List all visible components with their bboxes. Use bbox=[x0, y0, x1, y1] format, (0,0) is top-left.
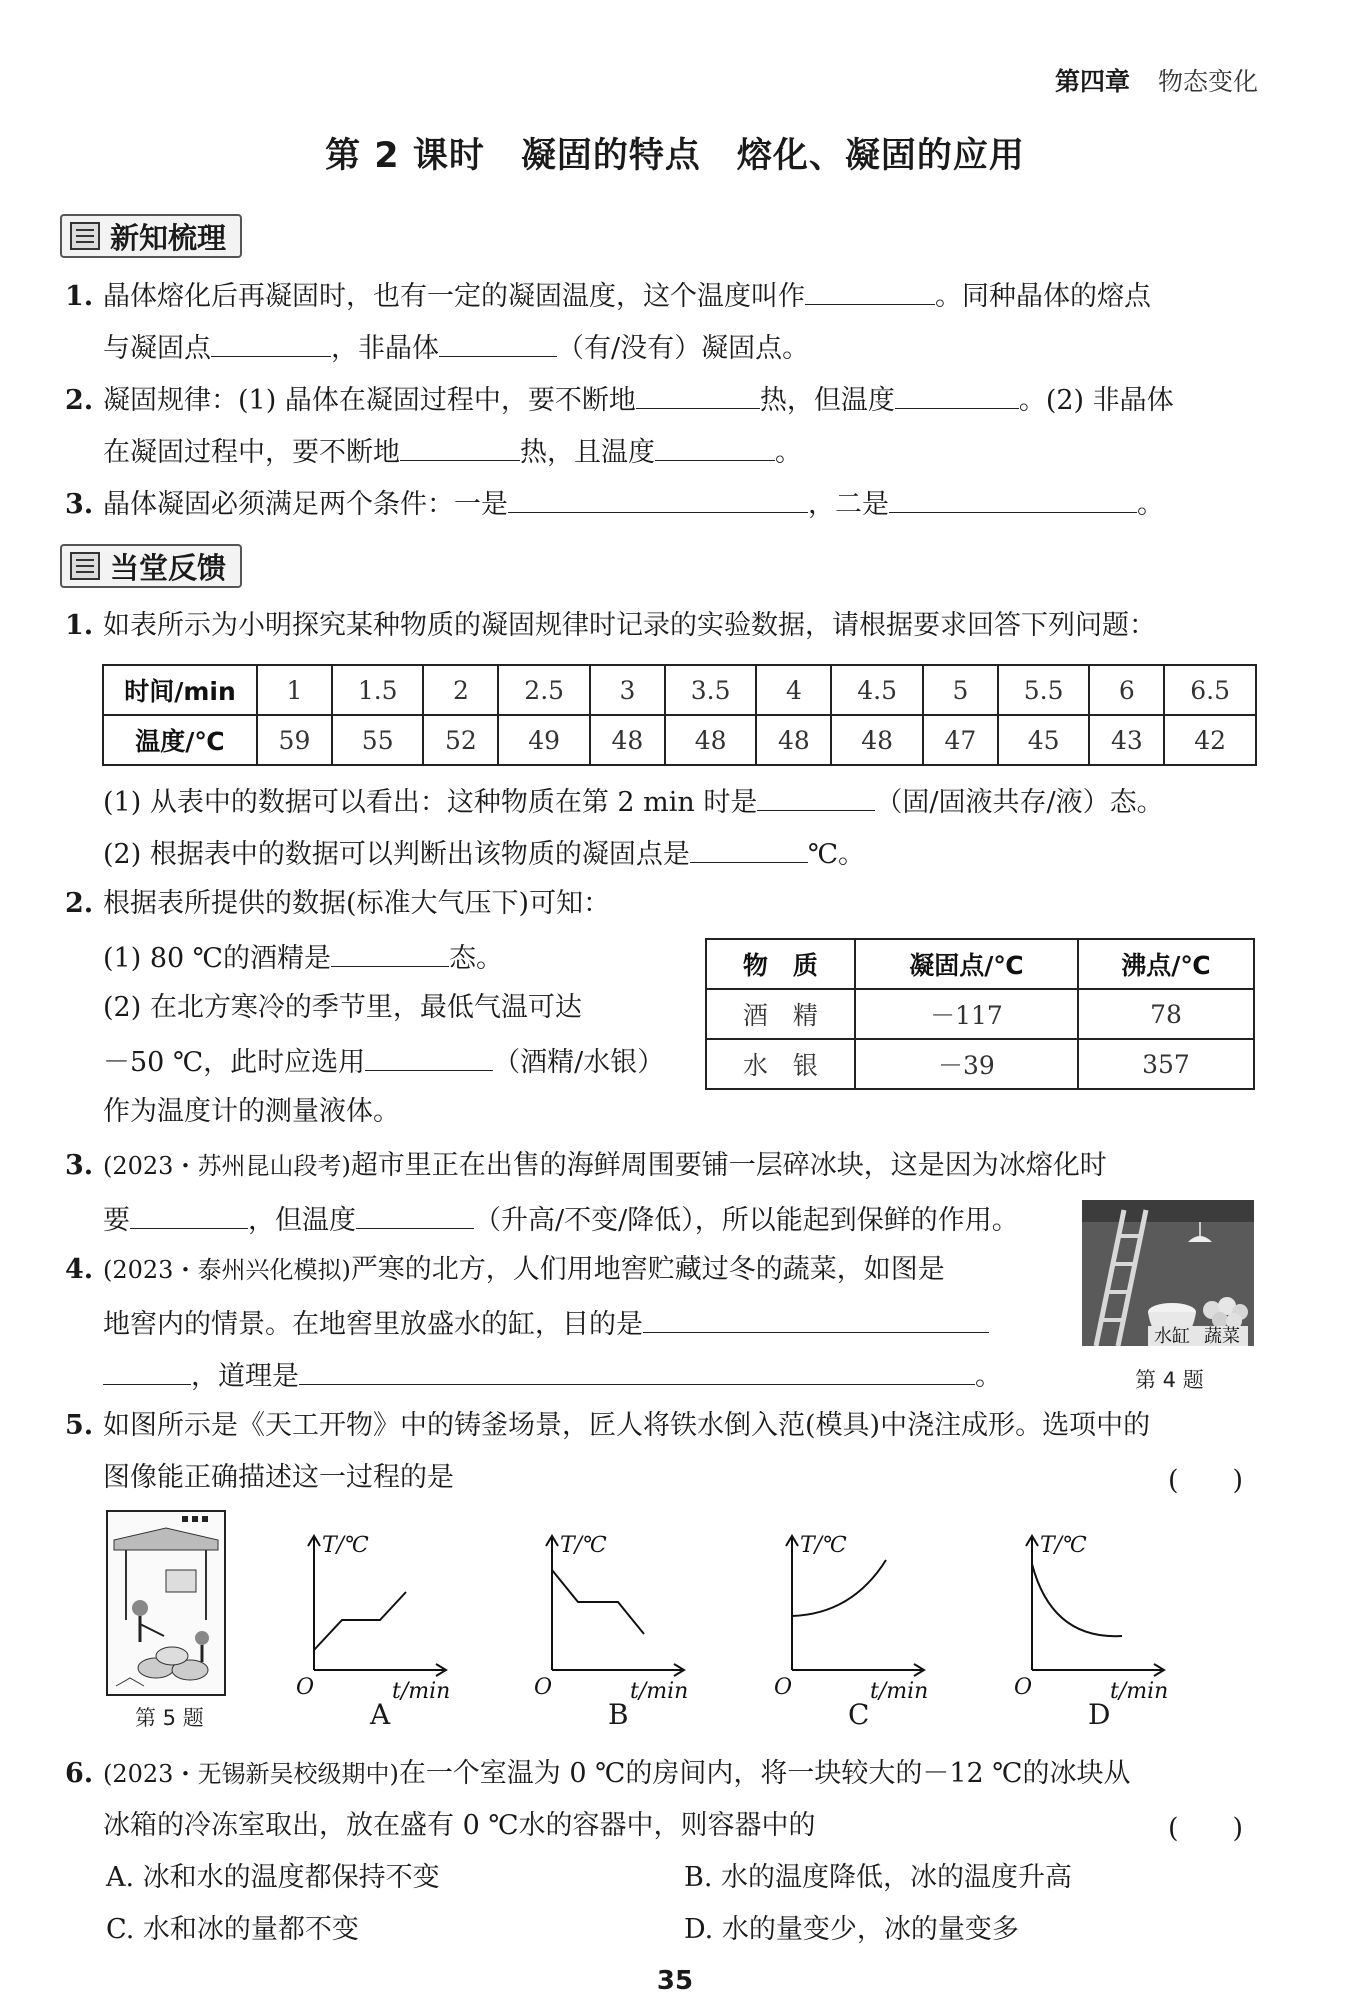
axis-origin: O bbox=[534, 1675, 553, 1700]
answer-blank[interactable] bbox=[299, 1354, 975, 1385]
q2-line-1 bbox=[65, 378, 1258, 421]
f4-line-3 bbox=[65, 1354, 1002, 1397]
lesson-title: 第 2 课时 凝固的特点 熔化、凝固的应用 bbox=[325, 136, 1025, 176]
q3-text: ，二是 bbox=[808, 489, 889, 520]
table-row-temperature bbox=[103, 715, 1256, 765]
f3-text: （升高/不变/降低），所以能起到保鲜的作用。 bbox=[474, 1205, 1019, 1236]
f4-text: 地窖内的情景。在地窖里放盛水的缸，目的是 bbox=[103, 1309, 643, 1340]
table-cell: 47 bbox=[923, 715, 998, 765]
axis-label-x: t/min bbox=[870, 1679, 929, 1704]
answer-blank[interactable] bbox=[895, 378, 1019, 409]
answer-blank[interactable] bbox=[356, 1198, 474, 1229]
table-cell: 6.5 bbox=[1164, 665, 1256, 715]
table-row bbox=[706, 989, 1254, 1039]
f4-text: 严寒的北方，人们用地窖贮藏过冬的蔬菜，如图是 bbox=[350, 1254, 945, 1285]
answer-blank[interactable] bbox=[331, 936, 449, 967]
pencil-note-icon bbox=[70, 552, 100, 580]
table-cell: 48 bbox=[756, 715, 831, 765]
answer-blank[interactable] bbox=[690, 832, 808, 863]
f3-text: 要 bbox=[103, 1205, 130, 1236]
table-cell: 2.5 bbox=[498, 665, 590, 715]
question-source: (2023・泰州兴化模拟) bbox=[103, 1256, 351, 1284]
table-cell: 59 bbox=[257, 715, 332, 765]
q1-number: 1. bbox=[65, 281, 94, 312]
f2-sub-text: 作为温度计的测量液体。 bbox=[103, 1096, 400, 1127]
section-class-feedback bbox=[60, 544, 242, 588]
q2-text: 热，且温度 bbox=[520, 437, 655, 468]
axis-origin: O bbox=[774, 1675, 793, 1700]
table-cell: 45 bbox=[998, 715, 1090, 765]
f1-sub-text: ℃。 bbox=[807, 839, 866, 870]
f6-text: 在一个室温为 0 ℃的房间内，将一块较大的－12 ℃的冰块从 bbox=[398, 1758, 1131, 1789]
answer-blank[interactable] bbox=[508, 482, 808, 513]
f6-option-a[interactable]: A. 冰和水的温度都保持不变 bbox=[106, 1862, 440, 1893]
answer-blank[interactable] bbox=[211, 326, 331, 357]
axis-label-y: T/℃ bbox=[322, 1533, 369, 1558]
axis-origin: O bbox=[1014, 1675, 1033, 1700]
f5-caption: 第 5 题 bbox=[135, 1706, 204, 1730]
casting-scene-illustration bbox=[106, 1510, 226, 1696]
table-cell: 3.5 bbox=[665, 665, 757, 715]
table-cell: 4 bbox=[756, 665, 831, 715]
q1-line-2 bbox=[65, 326, 1258, 369]
table-cell: 52 bbox=[423, 715, 498, 765]
melting-boiling-table bbox=[705, 938, 1255, 1090]
chapter-topic: 物态变化 bbox=[1157, 67, 1258, 96]
section-label: 当堂反馈 bbox=[110, 550, 227, 585]
option-label-c[interactable]: C bbox=[848, 1698, 870, 1731]
table-cell: 43 bbox=[1089, 715, 1164, 765]
answer-blank[interactable] bbox=[400, 430, 520, 461]
f1-sub1 bbox=[103, 780, 1258, 823]
f2-sub-text: －50 ℃，此时应选用 bbox=[103, 1047, 366, 1078]
f5-number: 5. bbox=[65, 1410, 94, 1441]
table-cell: 55 bbox=[332, 715, 424, 765]
graph-curve bbox=[1032, 1564, 1122, 1636]
answer-blank[interactable] bbox=[365, 1040, 493, 1071]
question-source: (2023・苏州昆山段考) bbox=[103, 1152, 351, 1180]
table-cell: 48 bbox=[831, 715, 923, 765]
table-cell: 357 bbox=[1078, 1039, 1254, 1089]
q2-text: 热，但温度 bbox=[759, 385, 895, 416]
section-label: 新知梳理 bbox=[110, 220, 227, 255]
answer-blank[interactable] bbox=[643, 1302, 989, 1333]
f2-sub1 bbox=[103, 936, 503, 979]
f1-number: 1. bbox=[65, 610, 94, 641]
f4-line-1 bbox=[65, 1250, 945, 1290]
table-cell: 48 bbox=[590, 715, 665, 765]
q1-line-1 bbox=[65, 274, 1258, 317]
table-header-temperature: 温度/℃ bbox=[103, 715, 257, 765]
f4-text: 。 bbox=[975, 1361, 1002, 1392]
q3-text: 。 bbox=[1137, 489, 1164, 520]
cellar-illustration bbox=[1082, 1200, 1254, 1346]
table-cell: 1 bbox=[257, 665, 332, 715]
answer-blank[interactable] bbox=[439, 326, 557, 357]
table-row-time bbox=[103, 665, 1256, 715]
f5-line-2 bbox=[65, 1458, 454, 1498]
f2-sub-text: (1) 80 ℃的酒精是 bbox=[103, 943, 331, 974]
q1-text: ，非晶体 bbox=[331, 333, 439, 364]
q2-text: 。 bbox=[775, 437, 802, 468]
question-source: (2023・无锡新吴校级期中) bbox=[103, 1760, 399, 1788]
q1-text: 与凝固点 bbox=[103, 333, 211, 364]
answer-blank[interactable] bbox=[130, 1198, 248, 1229]
f2-sub-text: 态。 bbox=[448, 943, 503, 974]
f1-sub-text: (1) 从表中的数据可以看出：这种物质在第 2 min 时是 bbox=[103, 787, 758, 818]
graph-curve bbox=[552, 1570, 644, 1634]
table-header: 物 质 bbox=[706, 939, 855, 989]
f6-line-1 bbox=[65, 1754, 1258, 1794]
q3-line bbox=[65, 482, 1258, 525]
f5-text: 图像能正确描述这一过程的是 bbox=[103, 1462, 454, 1493]
q2-text: 在凝固过程中，要不断地 bbox=[103, 437, 400, 468]
book-icon bbox=[70, 222, 100, 250]
f4-line-2 bbox=[65, 1302, 989, 1345]
table-cell: 6 bbox=[1089, 665, 1164, 715]
q1-text: 晶体熔化后再凝固时，也有一定的凝固温度，这个温度叫作 bbox=[103, 281, 805, 312]
solidification-data-table bbox=[102, 664, 1257, 766]
q2-text: 凝固规律：(1) 晶体在凝固过程中，要不断地 bbox=[103, 385, 636, 416]
f6-line-2 bbox=[65, 1806, 816, 1846]
f2-number: 2. bbox=[65, 888, 94, 919]
f1-sub-text: (2) 根据表中的数据可以判断出该物质的凝固点是 bbox=[103, 839, 690, 870]
table-header-row bbox=[706, 939, 1254, 989]
table-cell: 1.5 bbox=[332, 665, 424, 715]
f2-sub-text: (2) 在北方寒冷的季节里，最低气温可达 bbox=[103, 992, 582, 1023]
f4-number: 4. bbox=[65, 1254, 94, 1285]
axis-label-y: T/℃ bbox=[800, 1533, 847, 1558]
table-header: 凝固点/℃ bbox=[855, 939, 1078, 989]
f2-text: 根据表所提供的数据(标准大气压下)可知： bbox=[103, 888, 611, 919]
answer-blank[interactable] bbox=[757, 780, 875, 811]
label-water-jar: 水缸 bbox=[1154, 1326, 1190, 1346]
f1-sub2 bbox=[103, 832, 1258, 875]
graph-curve bbox=[314, 1592, 406, 1650]
table-cell: 5 bbox=[923, 665, 998, 715]
answer-blank[interactable] bbox=[636, 378, 760, 409]
q1-text: 。同种晶体的熔点 bbox=[935, 281, 1151, 312]
axis-label-x: t/min bbox=[1110, 1679, 1169, 1704]
axis-label-y: T/℃ bbox=[560, 1533, 607, 1558]
f1-text: 如表所示为小明探究某种物质的凝固规律时记录的实验数据，请根据要求回答下列问题： bbox=[103, 610, 1156, 641]
f5-text: 如图所示是《天工开物》中的铸釜场景，匠人将铁水倒入范(模具)中浇注成形。选项中的 bbox=[103, 1410, 1151, 1441]
q3-text: 晶体凝固必须满足两个条件：一是 bbox=[103, 489, 508, 520]
f2-sub2-line2 bbox=[103, 1040, 664, 1083]
f6-option-d[interactable]: D. 水的量变少，冰的量变多 bbox=[684, 1914, 1019, 1945]
f2-sub-text: （酒精/水银） bbox=[493, 1047, 665, 1078]
f5-line-1 bbox=[65, 1406, 1258, 1446]
axis-label-x: t/min bbox=[392, 1679, 451, 1704]
option-label-b[interactable]: B bbox=[608, 1698, 629, 1731]
table-header-time: 时间/min bbox=[103, 665, 257, 715]
answer-blank[interactable] bbox=[103, 1354, 191, 1385]
answer-blank[interactable] bbox=[805, 274, 935, 305]
table-row bbox=[706, 1039, 1254, 1089]
table-cell: 3 bbox=[590, 665, 665, 715]
table-cell: －39 bbox=[855, 1039, 1078, 1089]
table-cell: 酒 精 bbox=[706, 989, 855, 1039]
q2-number: 2. bbox=[65, 385, 94, 416]
q1-text: （有/没有）凝固点。 bbox=[557, 333, 810, 364]
f6-text: 冰箱的冷冻室取出，放在盛有 0 ℃水的容器中，则容器中的 bbox=[103, 1810, 816, 1841]
f6-option-c[interactable]: C. 水和冰的量都不变 bbox=[106, 1914, 359, 1945]
f6-number: 6. bbox=[65, 1758, 94, 1789]
chapter-label: 第四章 bbox=[1054, 67, 1130, 96]
graph-curve bbox=[792, 1560, 886, 1616]
table-cell: 2 bbox=[423, 665, 498, 715]
option-label-d[interactable]: D bbox=[1088, 1698, 1111, 1731]
axis-origin: O bbox=[296, 1675, 315, 1700]
table-cell: 78 bbox=[1078, 989, 1254, 1039]
answer-blank[interactable] bbox=[655, 430, 775, 461]
table-header: 沸点/℃ bbox=[1078, 939, 1254, 989]
answer-parentheses[interactable]: ( ) bbox=[1168, 1813, 1244, 1844]
f6-option-b[interactable]: B. 水的温度降低，冰的温度升高 bbox=[684, 1862, 1073, 1893]
q2-text: 。(2) 非晶体 bbox=[1018, 385, 1174, 416]
page-number: 35 bbox=[656, 1966, 694, 1996]
f4-caption: 第 4 题 bbox=[1135, 1368, 1204, 1392]
axis-label-y: T/℃ bbox=[1040, 1533, 1087, 1558]
table-cell: 48 bbox=[665, 715, 757, 765]
answer-blank[interactable] bbox=[889, 482, 1137, 513]
q3-number: 3. bbox=[65, 489, 94, 520]
label-vegetables: 蔬菜 bbox=[1204, 1326, 1240, 1346]
f1-line bbox=[65, 606, 1258, 646]
f2-sub2-line3 bbox=[103, 1092, 400, 1132]
section-new-knowledge bbox=[60, 214, 242, 258]
answer-parentheses[interactable]: ( ) bbox=[1168, 1465, 1244, 1496]
table-cell: 49 bbox=[498, 715, 590, 765]
f2-line bbox=[65, 884, 1258, 924]
table-cell: 水 银 bbox=[706, 1039, 855, 1089]
option-label-a[interactable]: A bbox=[370, 1698, 391, 1731]
f3-line-1 bbox=[65, 1146, 1258, 1186]
table-cell: －117 bbox=[855, 989, 1078, 1039]
table-cell: 4.5 bbox=[831, 665, 923, 715]
f4-text: ，道理是 bbox=[191, 1361, 299, 1392]
f3-text: 超市里正在出售的海鲜周围要铺一层碎冰块，这是因为冰熔化时 bbox=[350, 1150, 1107, 1181]
q2-line-2 bbox=[65, 430, 1258, 473]
table-cell: 42 bbox=[1164, 715, 1256, 765]
chapter-header bbox=[1055, 62, 1258, 98]
f1-sub-text: （固/固液共存/液）态。 bbox=[875, 787, 1164, 818]
axis-label-x: t/min bbox=[630, 1679, 689, 1704]
f3-line-2 bbox=[65, 1198, 1019, 1241]
table-cell: 5.5 bbox=[998, 665, 1090, 715]
f2-sub2-line1 bbox=[103, 988, 582, 1028]
f3-number: 3. bbox=[65, 1150, 94, 1181]
f3-text: ，但温度 bbox=[248, 1205, 356, 1236]
